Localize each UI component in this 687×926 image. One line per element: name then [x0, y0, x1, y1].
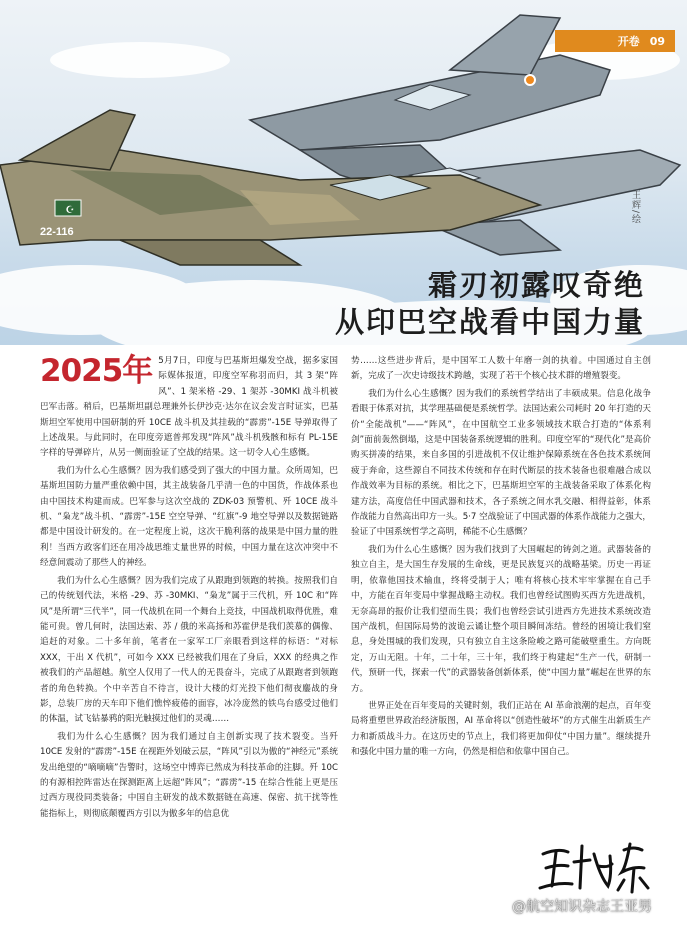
article-column-left [40, 354, 338, 824]
page-header-bar [555, 30, 675, 52]
paragraph: 我们为什么心生感慨？因为我们完成了从跟跑到领跑的转换。按照我们自己的传统划代法，米格 -29、苏 -30MKI、“枭龙”属于三代机，歼 10C 和“阵风”是所谓“三代半”，同一代战机在同一个舞台上竞技，中国战机取得优胜，难能可贵。曾几何时，法国达索、苏 / 俄的米高扬和苏霍伊是我们羡慕的偶像、追赶的对象。二十多年前，笔者在一家军工厂亲眼看到这样的标语：“对标 XXX，干出 X 代机”，可如今 XXX 已经被我们甩在了身后，XXX 的经典之作被我们的产品超越。航空人仅用了一代人的无畏奋斗，完成了从跟跑者到领跑者的角色转换。个中辛苦自不待言，设计大楼的灯光投下他们彻夜鏖战的身影，总装厂房的天车印下他们憔悴疲倦的面容，冰冷庞然的铁鸟台感受过他们的体温，试飞钻暴鸦的阳光触摸过他们的灵魂…… [40, 575, 338, 725]
illustrator-credit: 王辉/绘 [630, 190, 640, 225]
paragraph: 我们为什么心生感慨？因为我们通过自主创新实现了技术裂变。当歼 10CE 发射的“霹雳”-15E 在视距外划破云层，“阵风”引以为傲的“神经元”系统发出绝望的“嘀嘀嘀”告警时，这场空中博弈已然成为科技革命的注脚。歼 10C 的有源相控阵雷达在探测距离上远超“阵风”；“霹雳”-15 在综合性能上更是压过西方现役同类装备；中国自主研发的战术数据链在高速、保密、抗干扰等性能指标上，则彻底颠覆西方引以为傲多年的信息优 [40, 731, 338, 819]
page-number: 09 [649, 34, 665, 48]
article-column-right [351, 354, 651, 763]
weibo-watermark: @航空知识杂志王亚男 [512, 899, 652, 915]
paragraph: 我们为什么心生感慨？因为我们找到了大国崛起的铸剑之道。武器装备的独立自主，是大国生存发展的生命线，更是民族复兴的战略基梁。历史一再证明，依靠他国技术输血，终将受制于人；唯有将核心技术牢牢掌握在自己手中，方能在百年变局中掌握战略主动权。我们也曾经试图购买西方先进战机，无奈高昂的报价让我们望而生畏；我们也曾经尝试引进西方先进技术系统改造国产战机，但国际局势的波诡云谲让整个项目瞬间冻结。曾经的困境让我们窒息，身处围城的我们发现，只有独立自主这条险峻之路可能破壁重生。方向既定，万山无阻。十年，二十年，三十年，我们终于构建起“生产一代，研制一代，预研一代，探索一代”的武器装备创新体系，使“中国力量”崛起在世界的东方。 [351, 544, 651, 694]
paragraph: 我们为什么心生感慨？因为我们感受到了强大的中国力量。众所周知，巴基斯坦国防力量严重依赖中国，其主战装备几乎清一色的中国货，作战体系也由中国技术构建而成。巴军参与这次空战的 ZDK-03 预警机、歼 10CE 战斗机、“枭龙”战斗机、“霹雳”-15E 空空导弹、“红旗”-9 地空导弹以及数据链路都是中国设计研发的。在一定程度上说，这次干脆利落的战果是中国力量的胜利！当西方政客们还在用冷战思维丈量世界的时候，中国力量在这次冲突中不经意间震动了那些人的神经。 [40, 465, 338, 569]
year-dropcap: 2025年 [40, 353, 153, 389]
paragraph: 世界正处在百年变局的关键时刻，我们正站在 AI 革命浪潮的起点，百年变局将重塑世界政治经济版图，AI 革命将以“创造性破坏”的方式催生出新质生产力和新质战斗力。在这历史的节点上，我们将更加仰仗“中国力量”。继续提升和强化中国力量的唯一方向，仍然是相信和依靠中国自己。 [351, 700, 651, 758]
article-title: 霜刃初露叹奇绝 [427, 268, 645, 302]
tail-code: 22-116 [40, 226, 74, 238]
article-subtitle: 从印巴空战看中国力量 [334, 305, 645, 339]
author-signature [538, 836, 658, 896]
paragraph: 我们为什么心生感慨？因为我们的系统哲学结出了丰硕成果。信息化战争看眼于体系对抗，其学理基础便是系统哲学。法国达索公司耗时 20 年打造的天价“全能战机”——“阵风”，在中国航空工业多领域技术联合打造的“体系利剑”面前轰然倒塌，这是中国装备系统逻辑的胜利。印度空军的“现代化”是高价购买拼凑的结果，来自多国的引进战机不仅让维护保障系统在各色技术系统间疲于奔命，这些源自不同技术传统和存在时代断层的技术装备也很难融合成以作战效率为目标的系统。相比之下，巴基斯坦空军的主战装备采取了体系化构建方法，高度信任中国武器和技术，各子系统之间水乳交融、相得益彰，体系作战能力自然高出印方一头。5·7 空战验证了中国武器的体系作战能力之强大，验证了中国系统哲学之高明，稀能不心生感慨？ [351, 388, 651, 538]
paragraph: 2025年 5月7日，印度与巴基斯坦爆发空战，据多家国际媒体报道，印度空军称羽而归，其 3 架“阵风”、1 架米格 -29、1 架苏 -30MKI 战斗机被巴军击落。稍后，巴基斯坦副总理兼外长伊沙克·达尔在议会发言时证实，巴基斯坦空军使用中国研制的歼 10CE 战斗机及其挂载的“霹雳”-15E 导弹取得了上述战果。与此同时，在印度旁遮普邦发现“阵风”战斗机残骸和标有 PL-15E 字样的导弹碎片，从另一侧面验证了空战的结果。这一切令人心生感慨。 [40, 353, 338, 459]
paragraph: 势……这些进步背后，是中国军工人数十年磨一剑的执着。中国通过自主创新，完成了一次史诗级技术跨越，实现了若干个核心技术群的增殖裂变。 [351, 356, 651, 382]
pakistan-flag-icon: ☪ [65, 205, 75, 216]
section-label: 开卷 [617, 35, 640, 48]
